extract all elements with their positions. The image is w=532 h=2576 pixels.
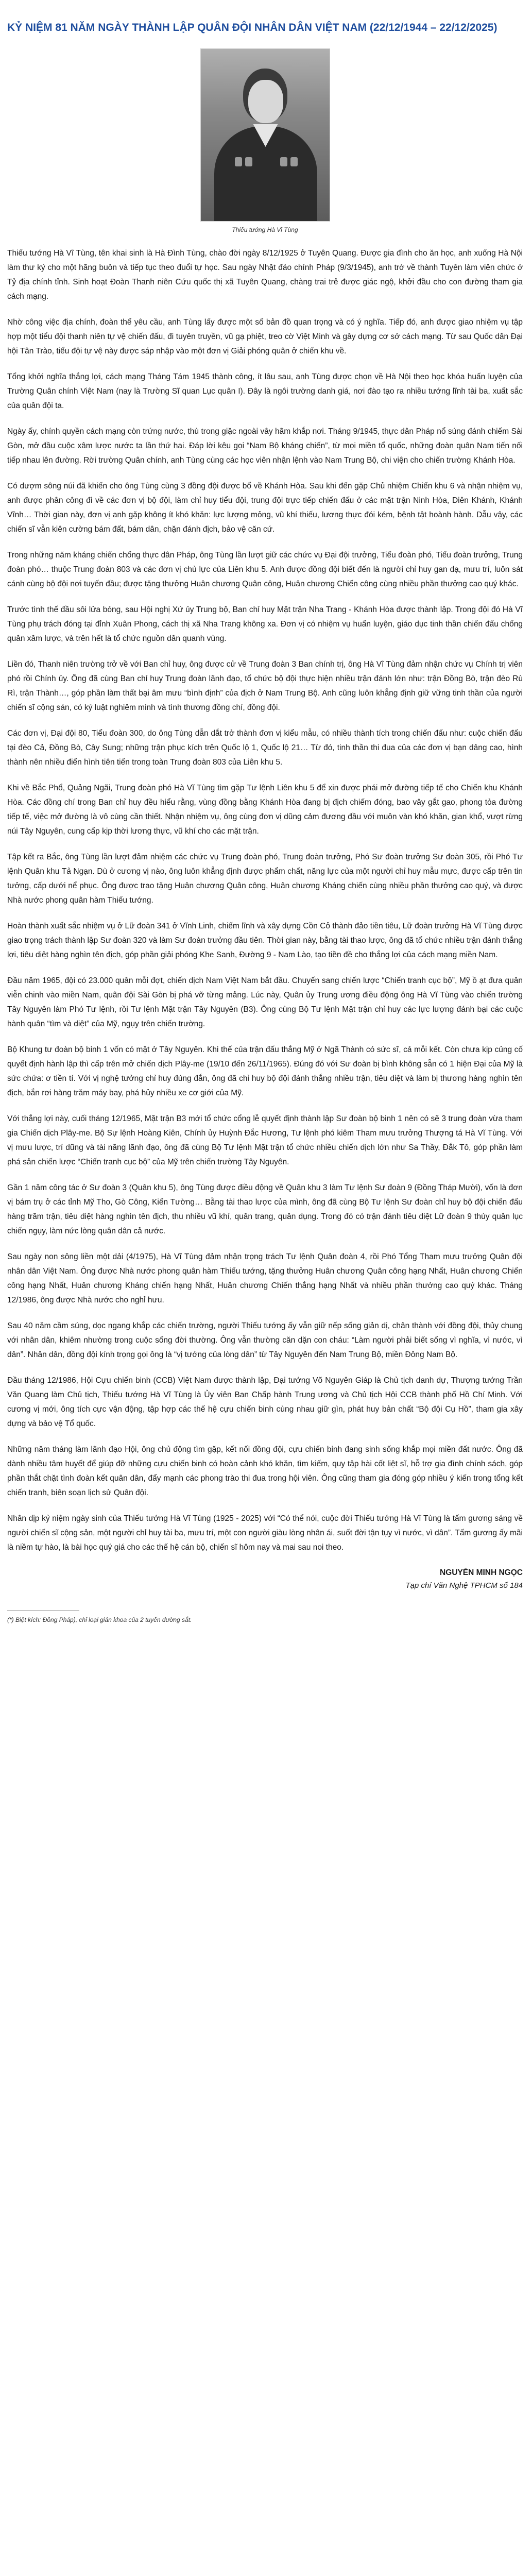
paragraph: Với thắng lợi này, cuối tháng 12/1965, Mặt trận B3 mới tổ chức cổng lễ quyết định thành lập Sư đoàn bộ binh 1 nên có sẽ 3 trung đoàn vừa tham gia Chiến dịch Plây-me. Bộ Sự lệnh Hoàng Kiên, Chính ủy Huỳnh Đắc Hương, Tư lệnh phó kiêm Tham mưu trưởng Thượng tá Hà Vĩ Tùng. Với vị mưu lược, trí dũng và tài năng lãnh đạo, ông đã cùng Bộ Tư lệnh Mặt trận tổ chức nhiều chiến dịch lớn như Sa Thầy, Đắk Tô, góp phần làm phá sản chiến lược “Chiến tranh cục bộ” của Mỹ trên chiến trường Tây Nguyên. [7, 1114, 523, 1166]
paragraph: Thiếu tướng Hà Vĩ Tùng, tên khai sinh là Hà Đình Tùng, chào đời ngày 8/12/1925 ở Tuyên Quang. Được gia đình cho ăn học, anh xuống Hà Nội làm thư ký cho một hãng buôn và tiếp tục theo đuổi tự học. Sau ngày Nhật đảo chính Pháp (9/3/1945), anh trở về thành Tuyên làm viên chức ở Tỷ địa chính tỉnh. Sinh hoạt Đoàn Thanh niên Cứu quốc thị xã Tuyên Quang, chàng trai trẻ được giác ngộ, khởi đầu cho con đường tham gia cách mạng. [7, 249, 523, 301]
author-signature [7, 1566, 523, 1592]
paragraph: Tổng khởi nghĩa thắng lợi, cách mạng Tháng Tám 1945 thành công, ít lâu sau, anh Tùng được chọn về Hà Nội theo học khóa huấn luyện của Trường Quân chính Việt Nam (nay là Trường Sĩ quan Lục quân I). Đây là ngôi trường danh giá, nơi đào tạo ra nhiều tướng lĩnh tài ba, xuất sắc của quân đội ta. [7, 372, 523, 410]
paragraph: Những năm tháng làm lãnh đạo Hội, ông chủ động tìm gặp, kết nối đồng đội, cựu chiến binh đang sinh sống khắp mọi miền đất nước. Ông đã dành nhiều tâm huyết để giúp đỡ những cựu chiến binh có hoàn cảnh khó khăn, tìm kiếm, quy tập hài cốt liệt sĩ, hỗ trợ gia đình chính sách, góp phần thắt chặt tình đoàn kết quân dân, đẩy mạnh các phong trào thi đua trong hội viên. Ông cũng tham gia đóng góp nhiều ý kiến trong tổng kết chiến tranh, biên soạn lịch sử Quân đội. [7, 1445, 523, 1497]
medal-icon [290, 157, 298, 166]
paragraph: Sau ngày non sông liền một dải (4/1975), Hà Vĩ Tùng đảm nhận trọng trách Tư lệnh Quân đoàn 4, rồi Phó Tổng Tham mưu trưởng Quân đội nhân dân Việt Nam. Ông được Nhà nước phong quân hàm Thiếu tướng, tặng thưởng Huân chương Quân công hạng Nhất, Huân chương Chiến công hạng Nhất, Huân chương Kháng chiến hạng Nhất, Huân chương Chiến thắng hạng Nhất và nhiều phần thưởng cao quý khác. Tháng 12/1986, ông được Nhà nước cho nghỉ hưu. [7, 1252, 523, 1304]
paragraph: Tập kết ra Bắc, ông Tùng lần lượt đảm nhiệm các chức vụ Trung đoàn phó, Trung đoàn trưởng, Phó Sư đoàn trưởng Sư đoàn 305, rồi Phó Tư lệnh Quân khu Tả Ngạn. Dù ở cương vị nào, ông luôn khẳng định được phẩm chất, năng lực của một người chỉ huy mẫu mực, được cấp trên tin tưởng, cấp dưới nể phục. Ông được trao tặng Huân chương Quân công, Huân chương Kháng chiến cùng nhiều phần thưởng cao quý, và được Nhà nước phong quân hàm Thiếu tướng. [7, 853, 523, 905]
paragraph: Trong những năm kháng chiến chống thực dân Pháp, ông Tùng lần lượt giữ các chức vụ Đại đội trưởng, Tiểu đoàn phó, Tiểu đoàn trưởng, Trung đoàn phó… thuộc Trung đoàn 803 và các đơn vị chủ lực của Liên khu 5. Anh được đồng đội biết đến là người chỉ huy gan dạ, mưu trí, luôn sát cánh cùng bộ đội nơi tuyến đầu; được tặng thưởng Huân chương Quân công, Huân chương Chiến công cùng nhiều phần thưởng cao quý khác. [7, 551, 523, 588]
medal-icon [245, 157, 252, 166]
paragraph: Nhờ công việc địa chính, đoàn thể yêu cầu, anh Tùng lấy được một số bản đồ quan trọng và có ý nghĩa. Tiếp đó, anh được giao nhiệm vụ tập hợp một tiểu đội thanh niên tự vệ chiến đấu, đi tuyên truyền, vũ gạ phiệt, treo cờ Việt Minh và gây dựng cơ sở cách mạng. Từ sau Quốc dân Đại hội Tân Trào, tiểu đội tự vệ này được sáp nhập vào một đơn vị Giải phóng quân ở chiến khu về. [7, 318, 523, 355]
photo-caption: Thiếu tướng Hà Vĩ Tùng [232, 226, 298, 233]
paragraph: Bộ Khung tư đoàn bộ binh 1 vốn có mặt ở Tây Nguyên. Khi thế của trận đấu thắng Mỹ ở Ngã Thành có sức sĩ, cả mỗi kết. Còn chưa kịp củng cố quyết định hành lập thì cấp trên mở chiến dịch Plây-me (19/10 đến 26/11/1965). Đúng đó với Sư đoàn bị bình không sẵn có 1 hiện Đại của Mỹ là sức chứa: ơ tiền tí. Với vị nghệ tưởng chỉ huy đúng đắn, ông đã chỉ huy bộ đội đánh thắng nhiều trận, tiêu diệt và làm bị thương hàng nghìn tên địch, bắn rơi hàng trăm máy bay, phá hủy nhiều xe cơ giới của Mỹ. [7, 1045, 523, 1097]
paragraph: Hoàn thành xuất sắc nhiệm vụ ở Lữ đoàn 341 ở Vĩnh Linh, chiếm lĩnh và xây dựng Cồn Cỏ thành đảo tiền tiêu, Lữ đoàn trưởng Hà Vĩ Tùng được giao trọng trách thành lập Sư đoàn 320 và làm Sư đoàn trưởng đầu tiên. Thời gian này, bằng tài thao lược, ông đã tổ chức nhiều trận đánh thắng lợi, tiêu diệt hàng nghìn tên địch, góp phần giải phóng Khe Sanh, Đường 9 - Nam Lào, tạo tiền đề cho thắng lợi của cách mạng miền Nam. [7, 922, 523, 959]
article [7, 21, 523, 1624]
medal-icon [235, 157, 242, 166]
paragraph: Trước tình thế đầu sôi lửa bỏng, sau Hội nghị Xứ ủy Trung bộ, Ban chỉ huy Mặt trận Nha Trang - Khánh Hòa được thành lập. Trong đội đó Hà Vĩ Tùng phụ trách đóng tại đỉnh Xuân Phong, cách thị xã Nha Trang không xa. Đơn vị có nhiệm vụ huấn luyện, giáo dục tinh thần chiến đấu chống quân xâm lược, và trên hết là tổ chức nguồn dân quanh vùng. [7, 605, 523, 643]
paragraph: Sau 40 năm cầm súng, dọc ngang khắp các chiến trường, người Thiếu tướng ấy vẫn giữ nếp sống giản dị, chân thành với đồng đội, thủy chung với nhân dân, khiêm nhường trong cuộc sống đời thường. Ông vẫn thường căn dặn con cháu: “Làm người phải biết sống vì nghĩa, vì nước, vì dân”. Nhân dân, đồng đội kính trọng gọi ông là “vị tướng của lòng dân” từ Tây Nguyên đến Nam Trung Bộ, miền Đông Nam Bộ. [7, 1321, 523, 1359]
footnote: (*) Biệt kích: Đồng Pháp), chỉ loại gián khoa của 2 tuyến đường sắt. [7, 1616, 192, 1623]
paragraph: Đầu tháng 12/1986, Hội Cựu chiến binh (CCB) Việt Nam được thành lập, Đại tướng Võ Nguyên Giáp là Chủ tịch danh dự, Thượng tướng Trần Văn Quang làm Chủ tịch, Thiếu tướng Hà Vĩ Tùng là Ủy viên Ban Chấp hành Trung ương và Chủ tịch Hội CCB thành phố Hồ Chí Minh. Với cương vị mới, ông tích cực vận động, tập hợp các thế hệ cựu chiến binh cùng nhau giữ gìn, phát huy bản chất “Bộ đội Cụ Hồ”, tham gia xây dựng và bảo vệ Tổ quốc. [7, 1376, 523, 1428]
paragraph: Đầu năm 1965, đội có 23.000 quân mỗi đợt, chiến dịch Nam Việt Nam bắt đầu. Chuyến sang chiến lược “Chiến tranh cục bộ”, Mỹ ồ ạt đưa quân viễn chinh vào miền Nam, quân đội Sài Gòn bị phá vỡ từng mảng. Lúc này, Quân ủy Trung ương điều động ông Hà Vĩ Tùng vào chiến trường Tây Nguyên làm Phó Tư lệnh, rồi Tư lệnh Mặt trận Tây Nguyên (B3). Ông cùng Bộ Tư lệnh Mặt trận chỉ huy các lực lượng đánh bại các cuộc hành quân “tìm và diệt” của Mỹ, ngụy trên chiến trường. [7, 976, 523, 1028]
medal-icon [280, 157, 287, 166]
paragraph: Ngày ấy, chính quyền cách mạng còn trứng nước, thù trong giặc ngoài vây hãm khắp nơi. Tháng 9/1945, thực dân Pháp nổ súng đánh chiếm Sài Gòn, mở đầu cuộc xâm lược nước ta lần thứ hai. Đáp lời kêu gọi “Nam Bộ kháng chiến”, từ mọi miền tổ quốc, những đoàn quân Nam tiến nối tiếp nhau lên đường. Rời trường Quân chính, anh Tùng cùng các học viên nhận lệnh vào Nam Trung Bộ, chi viện cho chiến trường Khánh Hòa. [7, 427, 523, 465]
author-name: NGUYỄN MINH NGỌC [439, 1568, 523, 1577]
portrait-figure [200, 48, 330, 234]
portrait-photo [200, 48, 330, 222]
author-affiliation: Tạp chí Văn Nghệ TPHCM số 184 [405, 1581, 523, 1590]
article-title: KỶ NIỆM 81 NĂM NGÀY THÀNH LẬP QUÂN ĐỘI NHÂN DÂN VIỆT NAM (22/12/1944 – 22/12/2025) [7, 22, 497, 33]
paragraph: Nhân dịp kỷ niệm ngày sinh của Thiếu tướng Hà Vĩ Tùng (1925 - 2025) với “Có thể nói, cuộc đời Thiếu tướng Hà Vĩ Tùng là tấm gương sáng về người chiến sĩ cộng sản, một người chỉ huy tài ba, mưu trí, một con người giàu lòng nhân ái, suốt đời tận tụy vì nước, vì dân”. Tấm gương ấy mãi là niềm tự hào, là bài học quý giá cho các thế hệ cán bộ, chiến sĩ hôm nay và mai sau noi theo. [7, 1514, 523, 1552]
paragraph: Liền đó, Thanh niên trường trở về với Ban chỉ huy, ông được cử về Trung đoàn 3 Ban chính trị, ông Hà Vĩ Tùng đảm nhận chức vụ Chính trị viên phó rồi Chính ủy. Ông đã cùng Ban chỉ huy Trung đoàn lãnh đạo, tổ chức bộ đội thực hiện nhiều trận đánh lớn như: trận Đồng Bò, trận đèo Rù Rì, trận Thành…, góp phần làm thất bại âm mưu “bình định” của địch ở Nam Trung Bộ. Anh cũng luôn khẳng định giữ vững tinh thần của người chiến sĩ cộng sản, có kỷ luật nghiêm minh và tình thương đồng chí, đồng đội. [7, 660, 523, 712]
paragraph: Các đơn vị, Đại đội 80, Tiểu đoàn 300, do ông Tùng dẫn dắt trở thành đơn vị kiểu mẫu, có nhiều thành tích trong chiến đấu như: cuộc chiến đấu tại đèo Cả, Đồng Bò, Cây Sung; những trận phục kích trên Quốc lộ 1, Quốc lộ 21… Từ đó, tinh thần thi đua của các đơn vị bạn dâng cao, hình thành nên nhiều điển hình tiên tiến trong toàn Trung đoàn 803 của Liên khu 5. [7, 729, 523, 767]
article-body [7, 246, 523, 1555]
paragraph: Có dượm sông núi đã khiến cho ông Tùng cùng 3 đồng đội được bổ về Khánh Hòa. Sau khi đến gặp Chủ nhiệm Chiến khu 6 và nhận nhiệm vụ, anh được phân công đi về các đơn vị bộ đội, làm chỉ huy tiểu đội, trung đội trực tiếp chiến đấu ở các mặt trận Ninh Hòa, Diên Khánh, Khánh Vĩnh… Thời gian này, đơn vị anh gặp không ít khó khăn: lực lượng mỏng, vũ khí thiếu, lương thực đói kém, bệnh tật hoành hành. Dẫu vậy, các chiến sĩ vẫn kiên cường bám đất, bám dân, chặn đánh địch, bảo vệ căn cứ. [7, 482, 523, 534]
portrait-face [248, 80, 283, 123]
paragraph: Khi về Bắc Phổ, Quảng Ngãi, Trung đoàn phó Hà Vĩ Tùng tìm gặp Tư lệnh Liên khu 5 để xin được phái mở đường tiếp tế cho Chiến khu Khánh Hòa. Các đồng chí trong Ban chỉ huy đều hiểu rằng, vùng đồng bằng Khánh Hòa đang bị địch chiếm đóng, bao vây gắt gao, phong tỏa đường tiếp tế, việc mở đường là vô cùng cần thiết. Nhận nhiệm vụ, ông cùng đơn vị dũng cảm đương đầu với muôn vàn khó khăn, gian khổ, vượt rừng núi Tây Nguyên, cung cấp kịp thời lương thực, vũ khí cho các mặt trận. [7, 784, 523, 836]
paragraph: Gần 1 năm công tác ở Sư đoàn 3 (Quân khu 5), ông Tùng được điều động về Quân khu 3 làm Tư lệnh Sư đoàn 9 (Đồng Tháp Mười), vốn là đơn vị bám trụ ở các tỉnh Mỹ Tho, Gò Công, Kiến Tường… Bằng tài thao lược của mình, ông đã cùng Bộ Tư lệnh Sư đoàn chỉ huy bộ đội chiến đấu hàng trăm trận, tiêu diệt hàng nghìn tên địch, thu nhiều vũ khí, quân trang, quân dụng. Trong đó có trận đánh tiêu diệt Lữ đoàn 9 thủy quân lục chiến ngụy, làm nức lòng quân dân cả nước. [7, 1183, 523, 1235]
